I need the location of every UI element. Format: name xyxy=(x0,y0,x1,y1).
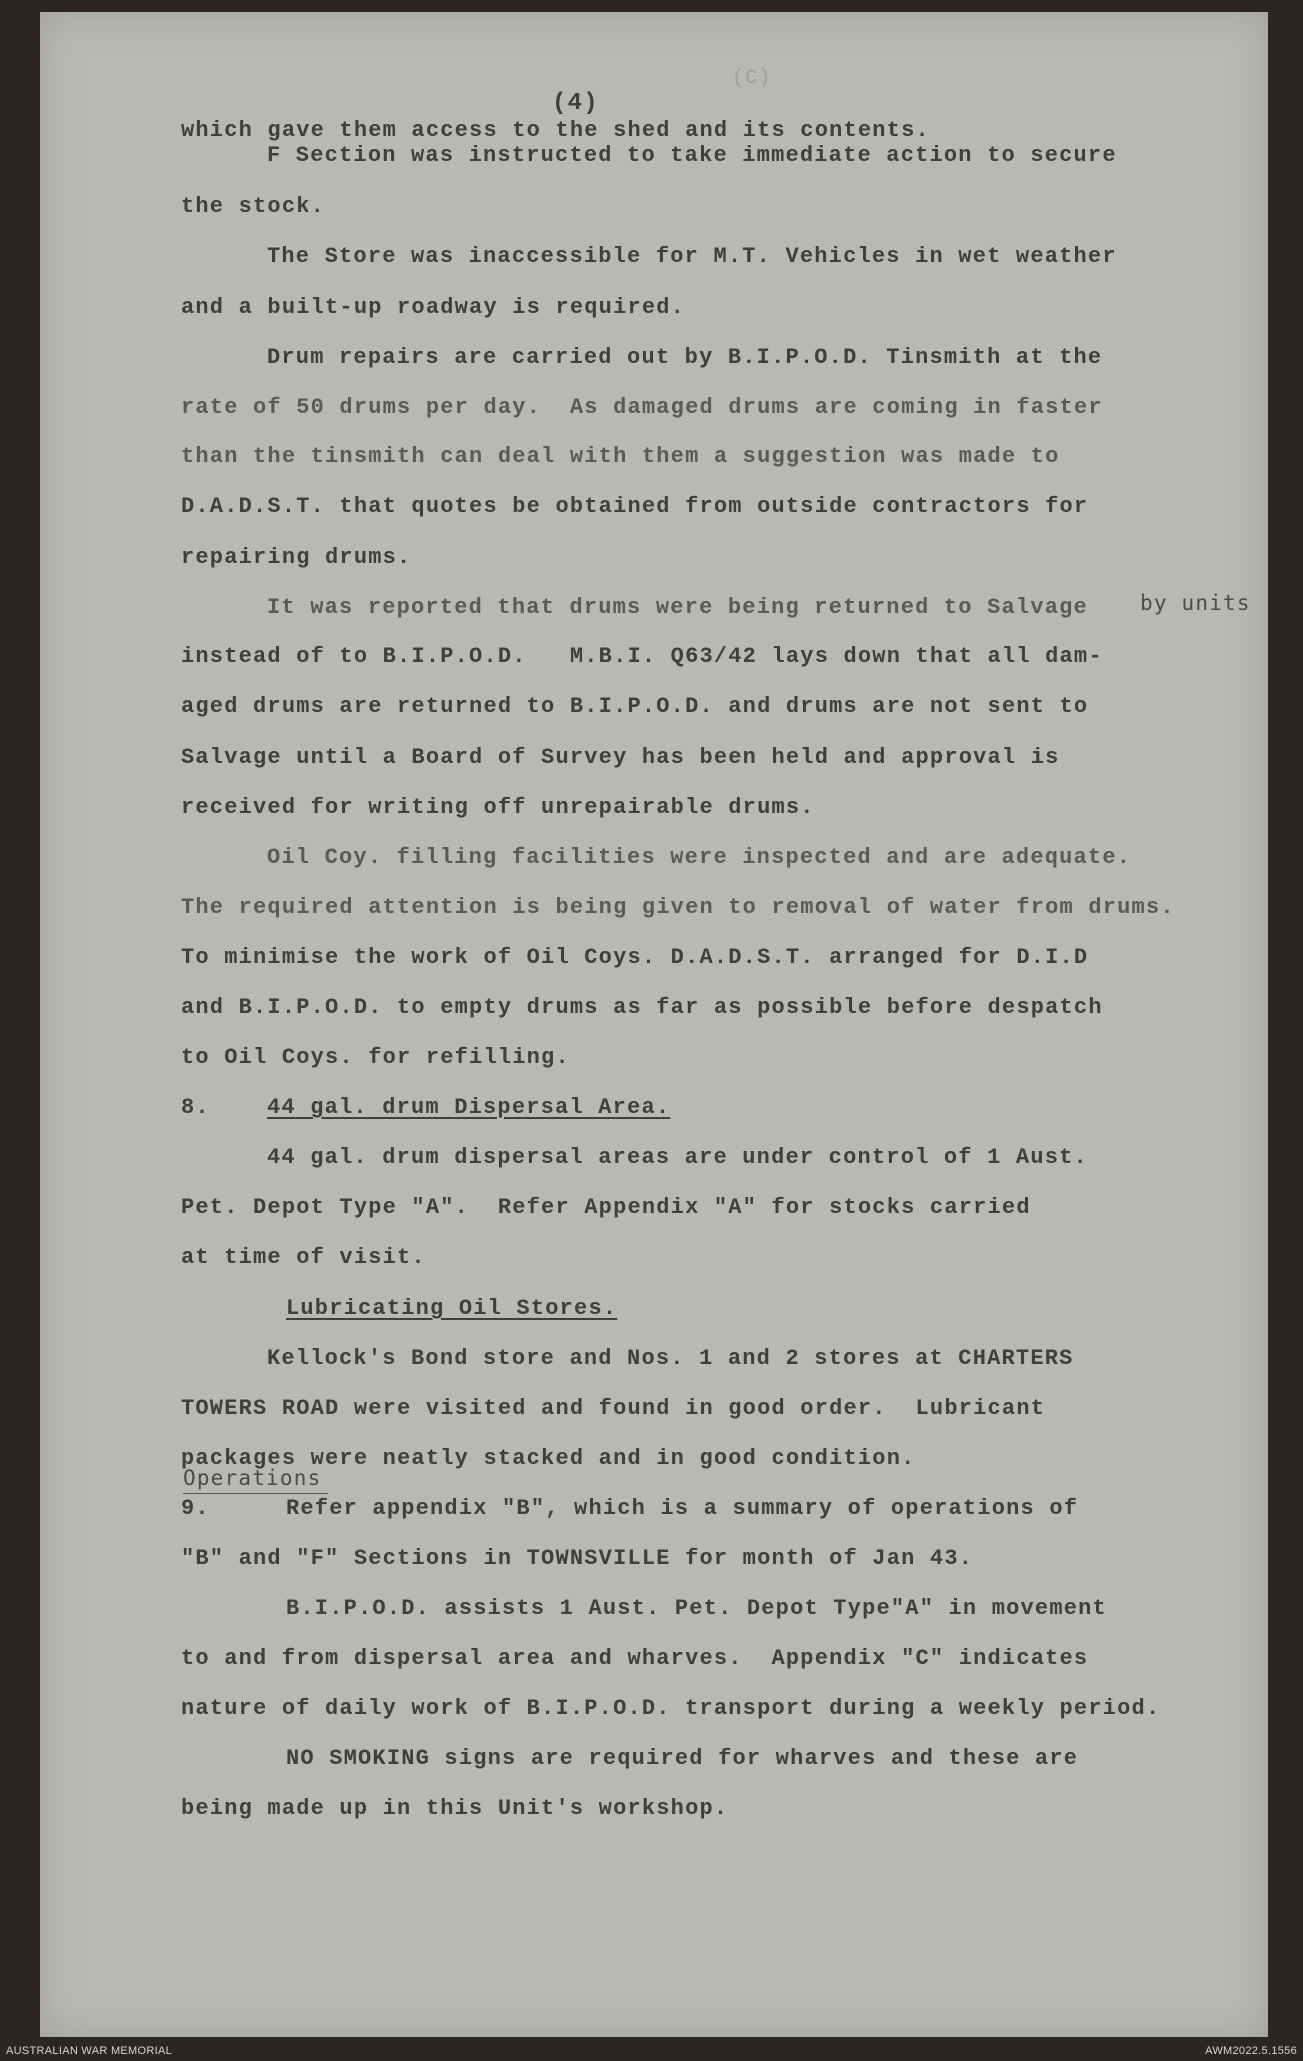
text-line: The required attention is being given to removal of water from drums. xyxy=(181,895,1175,920)
footer-reference: AWM2022.5.1556 xyxy=(1205,2045,1297,2057)
text-line: Drum repairs are carried out by B.I.P.O.D. Tinsmith at the xyxy=(267,345,1103,370)
text-line: F Section was instructed to take immediate action to secure xyxy=(267,143,1117,168)
text-line: It was reported that drums were being returned to Salvage xyxy=(267,595,1088,620)
text-line: packages were neatly stacked and in good condition. xyxy=(181,1446,916,1471)
text-line: "B" and "F" Sections in TOWNSVILLE for month of Jan 43. xyxy=(181,1546,974,1571)
text-line: at time of visit. xyxy=(181,1245,426,1270)
text-line: Kellock's Bond store and Nos. 1 and 2 stores at CHARTERS xyxy=(267,1346,1074,1371)
text-line: Salvage until a Board of Survey has been held and approval is xyxy=(181,745,1060,770)
section-heading: 44 gal. drum Dispersal Area. xyxy=(267,1095,671,1120)
handwritten-insert: by units xyxy=(1140,591,1251,615)
text-line: which gave them access to the shed and its contents. xyxy=(181,118,930,143)
section-number: 8. xyxy=(181,1095,210,1120)
text-line: aged drums are returned to B.I.P.O.D. and drums are not sent to xyxy=(181,694,1089,719)
text-line: B.I.P.O.D. assists 1 Aust. Pet. Depot Type"A" in movement xyxy=(286,1596,1107,1621)
text-line: being made up in this Unit's workshop. xyxy=(181,1796,729,1821)
footer-credit: AUSTRALIAN WAR MEMORIAL xyxy=(6,2045,173,2057)
text-line: The Store was inaccessible for M.T. Vehicles in wet weather xyxy=(267,244,1117,269)
text-line: repairing drums. xyxy=(181,545,412,570)
text-line: and B.I.P.O.D. to empty drums as far as possible before despatch xyxy=(181,995,1103,1020)
text-line: rate of 50 drums per day. As damaged drums are coming in faster xyxy=(181,395,1103,420)
text-line: TOWERS ROAD were visited and found in good order. Lubricant xyxy=(181,1396,1046,1421)
text-line: Pet. Depot Type "A". Refer Appendix "A" for stocks carried xyxy=(181,1195,1031,1220)
text-line: nature of daily work of B.I.P.O.D. transport during a weekly period. xyxy=(181,1696,1161,1721)
handwritten-heading: Operations xyxy=(183,1466,322,1490)
text-line: instead of to B.I.P.O.D. M.B.I. Q63/42 lays down that all dam- xyxy=(181,644,1103,669)
page-number: (4) xyxy=(552,90,599,117)
text-line: 44 gal. drum dispersal areas are under control of 1 Aust. xyxy=(267,1145,1088,1170)
text-line: to Oil Coys. for refilling. xyxy=(181,1045,570,1070)
text-line: the stock. xyxy=(181,194,326,219)
text-line: received for writing off unrepairable drums. xyxy=(181,795,815,820)
section-number: 9. xyxy=(181,1496,210,1521)
text-line: and a built-up roadway is required. xyxy=(181,295,686,320)
section-heading: Lubricating Oil Stores. xyxy=(286,1296,618,1321)
text-line: D.A.D.S.T. that quotes be obtained from outside contractors for xyxy=(181,494,1089,519)
text-line: NO SMOKING signs are required for wharves and these are xyxy=(286,1746,1079,1771)
text-line: To minimise the work of Oil Coys. D.A.D.S.T. arranged for D.I.D xyxy=(181,945,1089,970)
text-line: than the tinsmith can deal with them a suggestion was made to xyxy=(181,444,1060,469)
text-line: Oil Coy. filling facilities were inspected and are adequate. xyxy=(267,845,1132,870)
text-line: to and from dispersal area and wharves. Appendix "C" indicates xyxy=(181,1646,1089,1671)
faint-mark: (C) xyxy=(732,67,772,90)
handwritten-underline xyxy=(183,1493,328,1494)
text-line: Refer appendix "B", which is a summary of operations of xyxy=(286,1496,1079,1521)
